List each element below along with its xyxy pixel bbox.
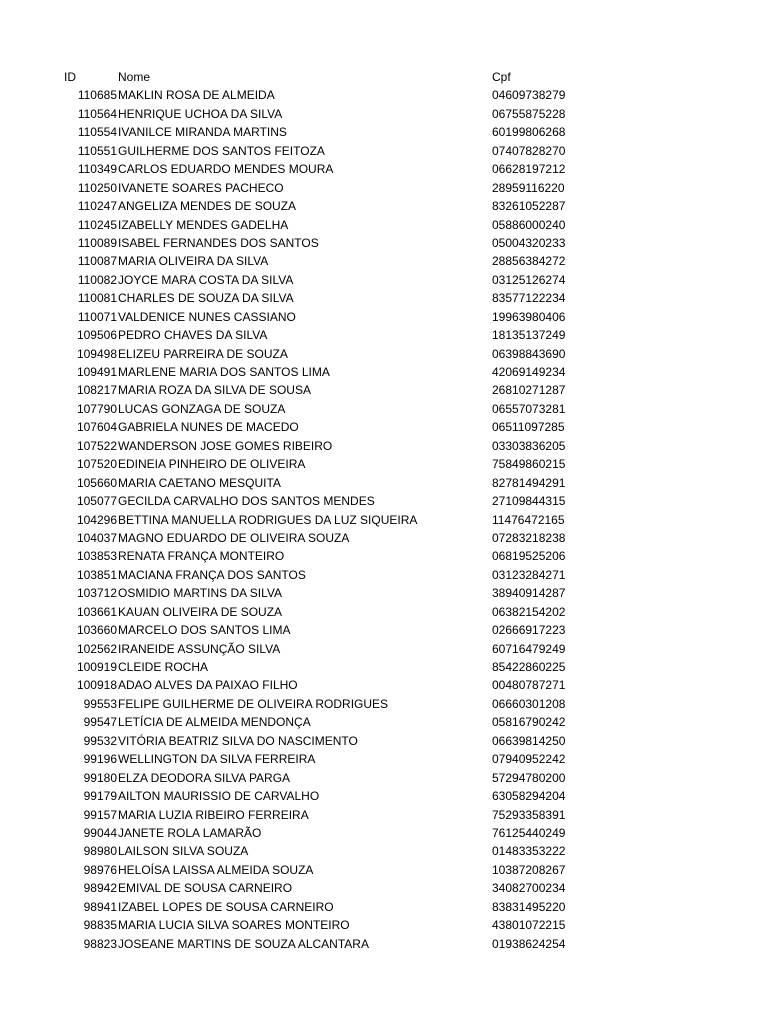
- id-cell: 110685: [77, 88, 117, 103]
- id-cell: 99547: [83, 715, 117, 730]
- table-row: [0, 142, 768, 160]
- id-cell: 100918: [76, 678, 117, 693]
- column-header-nome: Nome: [118, 70, 151, 84]
- id-cell: 99553: [83, 696, 117, 711]
- id-cell: 110349: [77, 162, 117, 177]
- table-row: [0, 492, 768, 510]
- cpf-cell: 07940952242: [492, 752, 566, 767]
- table-header-row: [0, 68, 768, 86]
- table-row: [0, 935, 768, 953]
- cpf-cell: 27109844315: [492, 494, 566, 509]
- id-cell: 107522: [76, 438, 117, 453]
- id-cell: 98942: [83, 881, 117, 896]
- table-row: [0, 455, 768, 473]
- cpf-cell: 06398843690: [492, 346, 566, 361]
- cpf-cell: 11476472165: [492, 512, 565, 527]
- id-cell: 103853: [76, 549, 117, 564]
- id-cell: 107790: [76, 401, 117, 416]
- id-cell: 102562: [76, 641, 117, 656]
- cpf-cell: 06639814250: [492, 733, 566, 748]
- id-cell: 110089: [77, 235, 117, 250]
- nome-cell: CARLOS EDUARDO MENDES MOURA: [118, 162, 334, 177]
- cpf-cell: 07283218238: [492, 530, 566, 545]
- column-header-cpf: Cpf: [492, 70, 511, 84]
- cpf-cell: 82781494291: [492, 475, 566, 490]
- table-row: [0, 658, 768, 676]
- id-cell: 110564: [77, 106, 117, 121]
- id-cell: 99180: [83, 770, 117, 785]
- column-header-id: ID: [64, 70, 76, 84]
- cpf-cell: 06557073281: [492, 401, 566, 416]
- cpf-cell: 38940914287: [492, 586, 566, 601]
- data-table: [0, 68, 768, 953]
- id-cell: 107520: [76, 457, 117, 472]
- nome-cell: EDINEIA PINHEIRO DE OLIVEIRA: [118, 457, 306, 472]
- table-row: [0, 566, 768, 584]
- table-row: [0, 879, 768, 897]
- nome-cell: ELZA DEODORA SILVA PARGA: [118, 770, 291, 785]
- id-cell: 109491: [76, 365, 117, 379]
- table-row: [0, 289, 768, 307]
- table-row: [0, 437, 768, 455]
- id-cell: 98941: [83, 899, 117, 914]
- id-cell: 99179: [83, 789, 117, 804]
- cpf-cell: 34082700234: [492, 881, 566, 896]
- cpf-cell: 60199806268: [492, 125, 566, 140]
- nome-cell: JOSEANE MARTINS DE SOUZA ALCANTARA: [118, 936, 369, 951]
- nome-cell: MARLENE MARIA DOS SANTOS LIMA: [118, 365, 330, 379]
- id-cell: 99157: [83, 807, 117, 822]
- id-cell: 98976: [83, 862, 117, 877]
- table-row: [0, 197, 768, 215]
- nome-cell: MARIA ROZA DA SILVA DE SOUSA: [118, 383, 311, 398]
- cpf-cell: 28856384272: [492, 254, 566, 269]
- nome-cell: MAKLIN ROSA DE ALMEIDA: [118, 88, 275, 103]
- table-row: [0, 86, 768, 104]
- id-cell: 110551: [77, 143, 117, 158]
- cpf-cell: 06628197212: [492, 162, 566, 177]
- table-row: [0, 732, 768, 750]
- nome-cell: FELIPE GUILHERME DE OLIVEIRA RODRIGUES: [118, 696, 389, 711]
- id-cell: 110081: [77, 291, 117, 306]
- nome-cell: MARIA LUCIA SILVA SOARES MONTEIRO: [118, 918, 350, 933]
- table-row: [0, 713, 768, 731]
- table-row: [0, 787, 768, 805]
- nome-cell: ELIZEU PARREIRA DE SOUZA: [118, 346, 288, 361]
- cpf-cell: 10387208267: [492, 862, 566, 877]
- nome-cell: ANGELIZA MENDES DE SOUZA: [118, 199, 297, 214]
- nome-cell: IVANETE SOARES PACHECO: [118, 180, 284, 195]
- table-row: [0, 234, 768, 252]
- nome-cell: JANETE ROLA LAMARÃO: [118, 825, 262, 840]
- table-row: [0, 621, 768, 639]
- nome-cell: WANDERSON JOSE GOMES RIBEIRO: [118, 438, 333, 453]
- id-cell: 107604: [76, 420, 117, 435]
- cpf-cell: 06755875228: [492, 106, 566, 121]
- cpf-cell: 83831495220: [492, 899, 566, 914]
- id-cell: 109498: [76, 346, 117, 361]
- cpf-cell: 03303836205: [492, 438, 566, 453]
- table-row: [0, 529, 768, 547]
- nome-cell: JOYCE MARA COSTA DA SILVA: [118, 272, 294, 287]
- cpf-cell: 05004320233: [492, 235, 566, 250]
- cpf-cell: 05816790242: [492, 715, 566, 730]
- id-cell: 110250: [77, 180, 117, 195]
- table-row: [0, 824, 768, 842]
- nome-cell: CHARLES DE SOUZA DA SILVA: [118, 291, 294, 306]
- nome-cell: IZABEL LOPES DE SOUSA CARNEIRO: [118, 899, 334, 914]
- table-row: [0, 345, 768, 363]
- nome-cell: GABRIELA NUNES DE MACEDO: [118, 420, 299, 435]
- nome-cell: MACIANA FRANÇA DOS SANTOS: [118, 567, 306, 582]
- cpf-cell: 06819525206: [492, 549, 566, 564]
- nome-cell: HELOÍSA LAISSA ALMEIDA SOUZA: [118, 862, 314, 877]
- id-cell: 103660: [76, 623, 117, 638]
- table-row: [0, 474, 768, 492]
- cpf-cell: 05886000240: [492, 217, 566, 232]
- id-cell: 104037: [76, 530, 117, 545]
- cpf-cell: 03123284271: [492, 567, 566, 582]
- table-row: [0, 898, 768, 916]
- nome-cell: GECILDA CARVALHO DOS SANTOS MENDES: [118, 494, 375, 509]
- nome-cell: HENRIQUE UCHOA DA SILVA: [118, 106, 283, 121]
- id-cell: 110247: [77, 199, 117, 214]
- table-row: [0, 750, 768, 768]
- table-row: [0, 160, 768, 178]
- id-cell: 99196: [83, 752, 117, 767]
- table-row: [0, 676, 768, 694]
- cpf-cell: 00480787271: [492, 678, 566, 693]
- id-cell: 103712: [76, 586, 117, 601]
- table-row: [0, 400, 768, 418]
- cpf-cell: 03125126274: [492, 272, 566, 287]
- table-row: [0, 806, 768, 824]
- cpf-cell: 57294780200: [492, 770, 566, 785]
- nome-cell: WELLINGTON DA SILVA FERREIRA: [118, 752, 316, 767]
- cpf-cell: 43801072215: [492, 918, 566, 933]
- id-cell: 110245: [77, 217, 117, 232]
- cpf-cell: 63058294204: [492, 789, 566, 804]
- table-row: [0, 381, 768, 399]
- table-row: [0, 308, 768, 326]
- cpf-cell: 42069149234: [492, 365, 566, 379]
- nome-cell: KAUAN OLIVEIRA DE SOUZA: [118, 604, 283, 619]
- id-cell: 110554: [77, 125, 117, 140]
- cpf-cell: 83261052287: [492, 199, 566, 214]
- nome-cell: OSMIDIO MARTINS DA SILVA: [118, 586, 283, 601]
- cpf-cell: 75293358391: [492, 807, 566, 822]
- cpf-cell: 60716479249: [492, 641, 566, 656]
- nome-cell: MARCELO DOS SANTOS LIMA: [118, 623, 291, 638]
- nome-cell: BETTINA MANUELLA RODRIGUES DA LUZ SIQUEIRA: [118, 512, 418, 527]
- nome-cell: MAGNO EDUARDO DE OLIVEIRA SOUZA: [118, 530, 350, 545]
- cpf-cell: 18135137249: [492, 328, 566, 343]
- cpf-cell: 01938624254: [492, 936, 566, 951]
- nome-cell: LETÍCIA DE ALMEIDA MENDONÇA: [118, 715, 311, 730]
- id-cell: 108217: [76, 383, 117, 398]
- nome-cell: VITÓRIA BEATRIZ SILVA DO NASCIMENTO: [118, 733, 358, 748]
- table-row: [0, 271, 768, 289]
- cpf-cell: 85422860225: [492, 660, 566, 674]
- cpf-cell: 76125440249: [492, 825, 566, 840]
- table-row: [0, 584, 768, 602]
- id-cell: 98835: [83, 918, 117, 933]
- cpf-cell: 19963980406: [492, 309, 566, 324]
- table-row: [0, 861, 768, 879]
- nome-cell: RENATA FRANÇA MONTEIRO: [118, 549, 285, 564]
- id-cell: 109506: [76, 328, 117, 343]
- table-row: [0, 252, 768, 270]
- nome-cell: AILTON MAURISSIO DE CARVALHO: [118, 789, 320, 804]
- nome-cell: GUILHERME DOS SANTOS FEITOZA: [118, 143, 325, 158]
- table-row: [0, 842, 768, 860]
- nome-cell: MARIA OLIVEIRA DA SILVA: [118, 254, 269, 269]
- id-cell: 98823: [83, 936, 117, 951]
- id-cell: 103661: [76, 604, 117, 619]
- id-cell: 104296: [76, 512, 117, 527]
- nome-cell: MARIA LUZIA RIBEIRO FERREIRA: [118, 807, 309, 822]
- nome-cell: CLEIDE ROCHA: [118, 660, 209, 674]
- nome-cell: EMIVAL DE SOUSA CARNEIRO: [118, 881, 293, 896]
- cpf-cell: 83577122234: [492, 291, 566, 306]
- id-cell: 98980: [83, 844, 117, 859]
- cpf-cell: 06511097285: [492, 420, 565, 435]
- cpf-cell: 02666917223: [492, 623, 566, 638]
- cpf-cell: 06382154202: [492, 604, 566, 619]
- table-row: [0, 179, 768, 197]
- cpf-cell: 01483353222: [492, 844, 566, 859]
- table-row: [0, 640, 768, 658]
- table-body: [0, 86, 768, 953]
- cpf-cell: 75849860215: [492, 457, 566, 472]
- table-row: [0, 769, 768, 787]
- table-row: [0, 916, 768, 934]
- id-cell: 103851: [76, 567, 117, 582]
- nome-cell: VALDENICE NUNES CASSIANO: [118, 309, 296, 324]
- cpf-cell: 07407828270: [492, 143, 566, 158]
- id-cell: 110082: [77, 272, 117, 287]
- nome-cell: LAILSON SILVA SOUZA: [118, 844, 249, 859]
- id-cell: 110087: [77, 254, 117, 269]
- nome-cell: ADAO ALVES DA PAIXAO FILHO: [118, 678, 298, 693]
- nome-cell: MARIA CAETANO MESQUITA: [118, 475, 281, 490]
- table-row: [0, 547, 768, 565]
- table-row: [0, 105, 768, 123]
- table-row: [0, 418, 768, 436]
- cpf-cell: 28959116220: [492, 180, 565, 195]
- id-cell: 100919: [76, 660, 117, 674]
- cpf-cell: 26810271287: [492, 383, 566, 398]
- table-row: [0, 216, 768, 234]
- id-cell: 105077: [76, 494, 117, 509]
- nome-cell: LUCAS GONZAGA DE SOUZA: [118, 401, 286, 416]
- id-cell: 99044: [83, 825, 117, 840]
- nome-cell: IRANEIDE ASSUNÇÃO SILVA: [118, 641, 281, 656]
- id-cell: 99532: [83, 733, 117, 748]
- nome-cell: ISABEL FERNANDES DOS SANTOS: [118, 235, 319, 250]
- table-row: [0, 695, 768, 713]
- nome-cell: PEDRO CHAVES DA SILVA: [118, 328, 268, 343]
- cpf-cell: 06660301208: [492, 696, 566, 711]
- table-row: [0, 326, 768, 344]
- id-cell: 110071: [77, 309, 117, 324]
- table-row: [0, 123, 768, 141]
- id-cell: 105660: [76, 475, 117, 490]
- table-row: [0, 363, 768, 381]
- table-row: [0, 511, 768, 529]
- nome-cell: IVANILCE MIRANDA MARTINS: [118, 125, 287, 140]
- nome-cell: IZABELLY MENDES GADELHA: [118, 217, 289, 232]
- cpf-cell: 04609738279: [492, 88, 566, 103]
- table-row: [0, 603, 768, 621]
